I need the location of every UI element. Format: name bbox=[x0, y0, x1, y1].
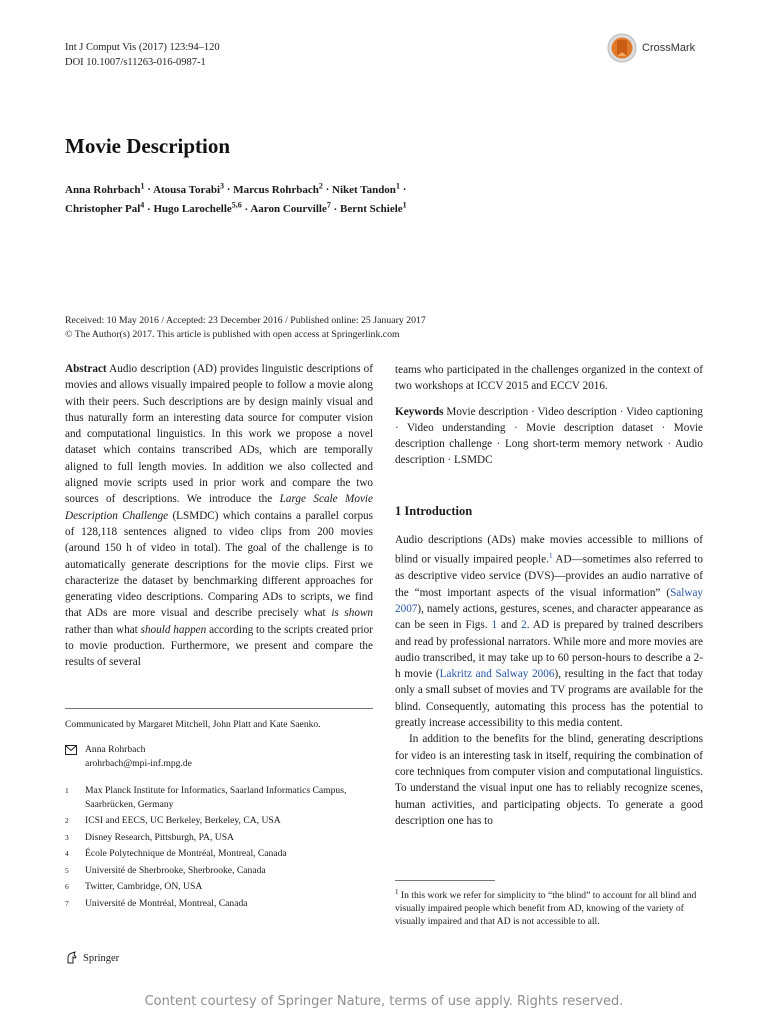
publication-dates bbox=[65, 314, 426, 342]
abstract-text: Audio description (AD) provides linguistic descriptions of movies and allows visually impaired people to follow a movie along with their peers. Such descriptions are by design mainly visual and thus naturally form an interesting data source for computer vision and computational linguistics. In this work we propose a novel dataset which contains transcribed ADs, which are temporally aligned to full length movies. In addition we also collected and aligned movie scripts used in prior work and compare the two sources of descriptions. We introduce the bbox=[65, 363, 373, 506]
abstract bbox=[65, 361, 373, 671]
affiliation-text: École Polytechnique de Montréal, Montreal, Canada bbox=[85, 848, 287, 859]
author-separator: · bbox=[399, 183, 407, 196]
affiliation-text: Max Planck Institute for Informatics, Saarland Informatics Campus, Saarbrücken, Germany bbox=[85, 785, 347, 810]
affiliation-item bbox=[65, 831, 373, 845]
emphasis: should happen bbox=[140, 623, 207, 636]
copyright-notice: Content courtesy of Springer Nature, terms of use apply. Rights reserved. bbox=[144, 994, 624, 1009]
divider bbox=[65, 708, 373, 709]
author-label: Niket Tandon bbox=[332, 183, 396, 196]
figure-link[interactable]: 2 bbox=[521, 619, 527, 632]
crossmark-icon bbox=[607, 33, 637, 63]
open-access-line: © The Author(s) 2017. This article is published with open access at Springerlink.com bbox=[65, 329, 400, 340]
communicated-by: Communicated by Margaret Mitchell, John Platt and Kate Saenko. bbox=[65, 719, 321, 730]
author-name[interactable] bbox=[250, 200, 331, 216]
abstract-text: according to the scripts created prior to movie production. Furthermore, we present and compare the results of several bbox=[65, 623, 373, 669]
abstract-continued: teams who participated in the challenges organized in the context of two workshops at ICCV 2015 and ECCV 2016. bbox=[395, 364, 703, 393]
abstract-label: Abstract bbox=[65, 363, 107, 375]
footnote-link[interactable]: 1 bbox=[548, 551, 553, 561]
affiliation-text: Twitter, Cambridge, ON, USA bbox=[85, 881, 203, 892]
affiliation-item bbox=[65, 847, 373, 861]
envelope-icon bbox=[65, 745, 77, 755]
affiliation-text: Université de Sherbrooke, Sherbrooke, Canada bbox=[85, 864, 266, 876]
affiliation-item bbox=[65, 784, 373, 811]
affiliation-item bbox=[65, 864, 373, 878]
affiliation-number: 5 bbox=[65, 865, 69, 875]
author-separator: · bbox=[330, 203, 341, 216]
author-name[interactable] bbox=[153, 181, 225, 196]
affiliation-number: 6 bbox=[65, 882, 69, 891]
author-separator: · bbox=[224, 183, 234, 196]
author-name[interactable] bbox=[340, 200, 407, 216]
keywords bbox=[395, 404, 703, 469]
author-label: Atousa Torabi bbox=[153, 183, 221, 196]
affiliation-number: 3 bbox=[65, 832, 69, 842]
affiliation-item bbox=[65, 897, 373, 911]
affiliation-marker: 5,6 bbox=[231, 200, 242, 210]
journal-header bbox=[65, 40, 220, 70]
intro-text: and bbox=[497, 619, 522, 632]
affiliation-text: Université de Montréal, Montreal, Canada bbox=[85, 897, 248, 909]
footnote bbox=[395, 886, 703, 928]
affiliation-marker: 4 bbox=[140, 200, 145, 210]
author-separator: · bbox=[322, 183, 333, 196]
intro-text: ), resulting in the fact that today only a small subset of movies and TV programs are available for the blind. Consequently, automating this process has the potential to greatly increase accessibility to this media content. bbox=[395, 668, 703, 730]
affiliation-marker: 3 bbox=[220, 181, 225, 190]
affiliation-marker: 2 bbox=[318, 181, 323, 190]
abstract-text: (LSMDC) which contains a parallel corpus of 128,118 sentences aligned to video clips from 200 movies (around 150 h of video in total). The goal of the challenge is to automatically generate descriptions for the movie clips. First we characterize the dataset by benchmarking different approaches for generating video descriptions. Comparing ADs to scripts, we find that ADs are more visual and describe precisely what bbox=[65, 509, 374, 620]
affiliation-text: ICSI and EECS, UC Berkeley, Berkeley, CA, USA bbox=[85, 815, 281, 826]
article-title: Movie Description bbox=[65, 134, 231, 158]
right-column bbox=[395, 362, 703, 829]
challenge-name: Large Scale Movie Description Challenge bbox=[65, 493, 373, 522]
received-accepted-line: Received: 10 May 2016 / Accepted: 23 December 2016 / Published online: 25 January 2017 bbox=[65, 315, 426, 326]
journal-citation: Int J Comput Vis (2017) 123:94–120 bbox=[65, 42, 220, 53]
section-heading-introduction: 1 Introduction bbox=[395, 503, 473, 518]
footnote-number: 1 bbox=[395, 888, 399, 896]
footnote-divider bbox=[395, 880, 495, 881]
affiliation-number: 4 bbox=[65, 849, 69, 858]
abstract-text: rather than what bbox=[65, 623, 141, 636]
emphasis: is shown bbox=[331, 607, 374, 620]
affiliation-list bbox=[65, 784, 373, 913]
intro-text: AD—sometimes also referred to as descriptive video service (DVS)—provides an audio narrative of the “most important aspects of the visual information” ( bbox=[395, 554, 704, 599]
author-label: Hugo Larochelle bbox=[153, 203, 232, 216]
affiliation-item bbox=[65, 880, 373, 894]
author-list bbox=[65, 178, 505, 217]
corresponding-author: Anna Rohrbach bbox=[85, 744, 146, 755]
affiliation-text: Disney Research, Pittsburgh, PA, USA bbox=[85, 831, 234, 843]
footnote-text: In this work we refer for simplicity to “the blind” to account for all blind and visually impaired people which benefit from AD, knowing of the variety of visually impaired and that AD is not accessible to all. bbox=[395, 890, 697, 928]
crossmark-label: CrossMark bbox=[642, 42, 696, 54]
affiliation-marker: 1 bbox=[140, 181, 145, 190]
springer-horse-icon bbox=[65, 951, 79, 965]
author-label: Aaron Courville bbox=[250, 203, 327, 216]
affiliation-number: 1 bbox=[65, 786, 69, 795]
author-separator: · bbox=[144, 203, 154, 216]
intro-paragraph-2: In addition to the benefits for the blind, generating descriptions for video is an interesting task in itself, requiring the combination of core techniques from computer vision and computational linguistics. To understand the visual input one has to reliably recognize scenes, human activities, and participating objects. To generate a good description one has to bbox=[395, 733, 703, 827]
intro-text: . AD is prepared by trained describers and read by professional narrators. While more and more movies are audio transcribed, it may take up to 60 person-hours to describe a 2-h movie ( bbox=[395, 619, 703, 681]
intro-text: Audio descriptions (ADs) make movies accessible to millions of blind or visually impaired people. bbox=[395, 534, 703, 567]
author-name[interactable] bbox=[65, 181, 145, 196]
author-separator: · bbox=[241, 203, 251, 216]
author-separator: · bbox=[144, 183, 154, 196]
keywords-label: Keywords bbox=[395, 405, 444, 418]
affiliation-item bbox=[65, 814, 373, 828]
affiliation-number: 2 bbox=[65, 816, 69, 825]
publisher-logo bbox=[65, 951, 119, 965]
affiliation-marker: 7 bbox=[326, 200, 331, 210]
affiliation-marker: 1 bbox=[402, 200, 407, 210]
figure-link[interactable]: 1 bbox=[491, 619, 498, 632]
author-name[interactable] bbox=[233, 181, 323, 196]
author-label: Bernt Schiele bbox=[340, 203, 403, 216]
affiliation-marker: 1 bbox=[395, 181, 400, 190]
author-label: Anna Rohrbach bbox=[65, 183, 141, 196]
affiliation-number: 7 bbox=[65, 898, 69, 908]
crossmark-badge[interactable] bbox=[607, 33, 695, 63]
doi[interactable]: DOI 10.1007/s11263-016-0987-1 bbox=[65, 57, 206, 68]
author-label: Christopher Pal bbox=[65, 203, 141, 216]
citation-link[interactable]: Salway 2007 bbox=[395, 586, 703, 615]
author-email[interactable]: arohrbach@mpi-inf.mpg.de bbox=[85, 757, 192, 769]
correspondence bbox=[65, 743, 373, 770]
intro-paragraph-1 bbox=[395, 532, 703, 731]
intro-text: ), namely actions, gestures, scenes, and character appearance as can be seen in Figs. bbox=[395, 603, 703, 632]
publisher-name: Springer bbox=[83, 952, 120, 964]
keywords-text: Movie description · Video description · Video captioning · Video understanding · Movie description dataset · Movie description challenge · Long short-term memory network · Audio description · LSMDC bbox=[395, 405, 703, 467]
author-name[interactable] bbox=[65, 200, 145, 216]
author-name[interactable] bbox=[153, 200, 242, 216]
citation-link[interactable]: Lakritz and Salway 2006 bbox=[439, 668, 555, 681]
author-label: Marcus Rohrbach bbox=[233, 183, 319, 196]
author-name[interactable] bbox=[332, 181, 400, 196]
